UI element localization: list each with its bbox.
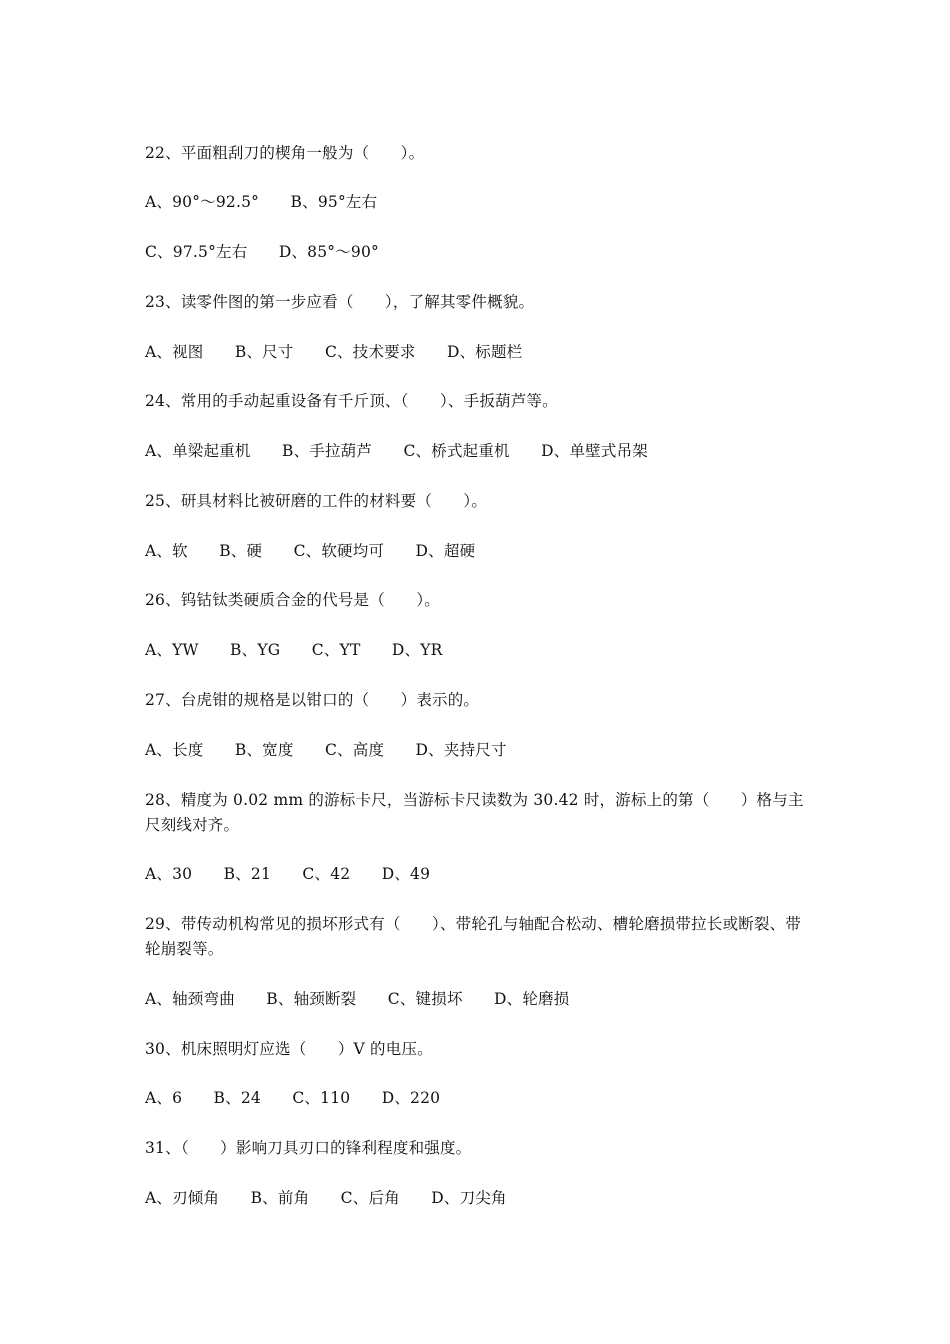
question-26-stem: 26、钨钴钛类硬质合金的代号是（ ）。 <box>145 591 440 609</box>
question-22-options-line-1: A、90°～92.5° B、95°左右 <box>145 193 378 211</box>
question-29-stem: 29、带传动机构常见的损坏形式有（ ）、带轮孔与轴配合松动、槽轮磨损带拉长或断裂、带轮崩裂等。 <box>145 915 802 958</box>
question-30-options: A、6 B、24 C、110 D、220 <box>145 1089 441 1107</box>
question-30-stem: 30、机床照明灯应选（ ）V 的电压。 <box>145 1040 433 1058</box>
question-29-options: A、轴颈弯曲 B、轴颈断裂 C、键损坏 D、轮磨损 <box>145 990 570 1008</box>
question-25-stem: 25、研具材料比被研磨的工件的材料要（ ）。 <box>145 492 488 510</box>
question-28-options: A、30 B、21 C、42 D、49 <box>145 865 431 883</box>
question-27-stem: 27、台虎钳的规格是以钳口的（ ）表示的。 <box>145 691 480 709</box>
question-25-options: A、软 B、硬 C、软硬均可 D、超硬 <box>145 542 476 560</box>
question-26-options: A、YW B、YG C、YT D、YR <box>145 641 443 659</box>
question-23-options: A、视图 B、尺寸 C、技术要求 D、标题栏 <box>145 343 523 361</box>
question-28-stem: 28、精度为 0.02 mm 的游标卡尺，当游标卡尺读数为 30.42 时，游标上的第（ ）格与主尺刻线对齐。 <box>145 791 804 834</box>
question-22-options-line-2: C、97.5°左右 D、85°～90° <box>145 243 379 261</box>
question-24-options: A、单梁起重机 B、手拉葫芦 C、桥式起重机 D、单壁式吊架 <box>145 442 648 460</box>
question-31-options: A、刃倾角 B、前角 C、后角 D、刀尖角 <box>145 1189 507 1207</box>
question-24-stem: 24、常用的手动起重设备有千斤顶、（ ）、手扳葫芦等。 <box>145 392 558 410</box>
question-31-stem: 31、（ ）影响刀具刃口的锋利程度和强度。 <box>145 1139 472 1157</box>
question-23-stem: 23、读零件图的第一步应看（ ），了解其零件概貌。 <box>145 293 535 311</box>
question-22-stem: 22、平面粗刮刀的楔角一般为（ ）。 <box>145 144 425 162</box>
question-27-options: A、长度 B、宽度 C、高度 D、夹持尺寸 <box>145 741 507 759</box>
